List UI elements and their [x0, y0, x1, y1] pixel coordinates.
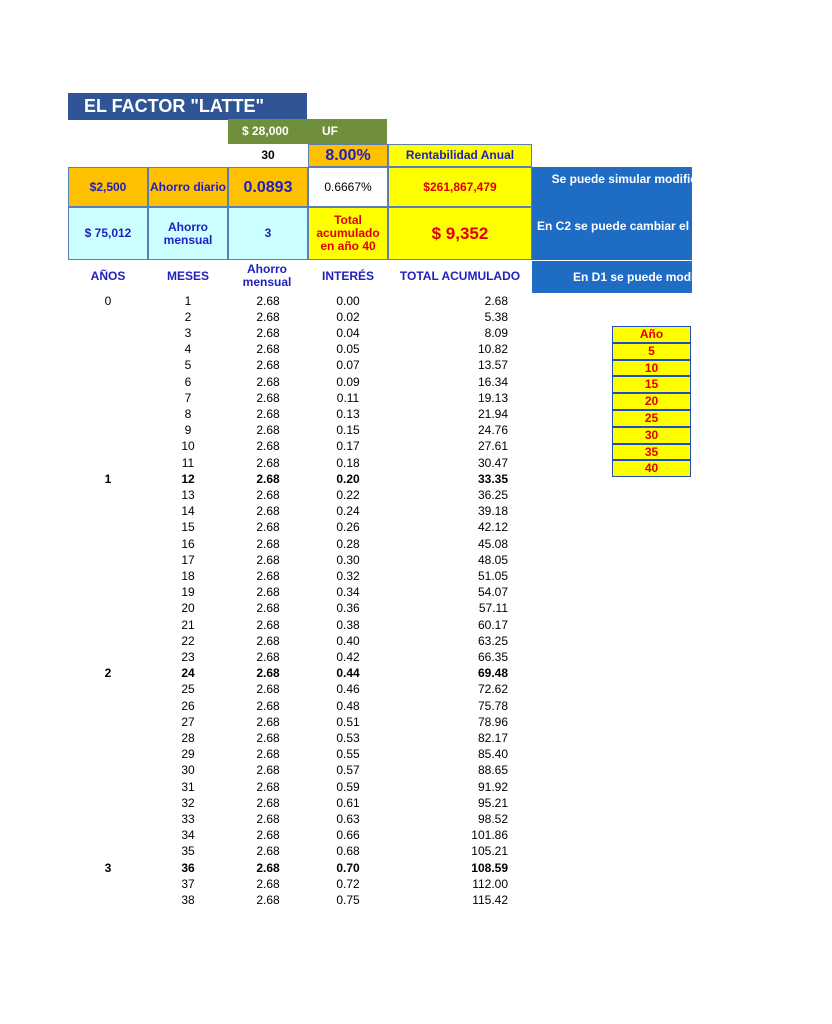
col-header-interest: INTERÉS: [321, 269, 374, 283]
monthly-savings-cell: 2.68: [256, 309, 280, 324]
table-row: [68, 552, 532, 568]
month-cell: 8: [184, 406, 192, 421]
interest-cell: 0.42: [336, 649, 360, 664]
interest-cell: 0.53: [336, 730, 360, 745]
total-cell: 108.59: [471, 860, 508, 875]
monthly-savings-cell: 2.68: [256, 520, 280, 535]
table-row: [68, 293, 532, 309]
total-cell: 105.21: [471, 844, 508, 859]
year-cell: 2: [104, 666, 112, 681]
interest-cell: 0.28: [336, 536, 360, 551]
monthly-savings-cell: 2.68: [256, 374, 280, 389]
month-cell: 20: [181, 601, 195, 616]
monthly-savings-cell: 2.68: [256, 568, 280, 583]
monthly-savings-cell: 2.68: [256, 552, 280, 567]
month-cell: 4: [184, 342, 192, 357]
year-list-item[interactable]: 40: [612, 460, 691, 477]
year-list-item[interactable]: 30: [612, 427, 691, 444]
year-cell: 1: [104, 471, 112, 486]
month-cell: 17: [181, 552, 195, 567]
year-list-item[interactable]: 35: [612, 444, 691, 461]
month-cell: 18: [181, 568, 195, 583]
total-cell: 60.17: [477, 617, 508, 632]
table-row: [68, 455, 532, 471]
monthly-savings-cell: 2.68: [256, 455, 280, 470]
total-cell: 91.92: [477, 779, 508, 794]
total-cell: 82.17: [477, 730, 508, 745]
note-box-1: [532, 167, 813, 207]
interest-cell: 0.46: [336, 682, 360, 697]
monthly-savings-cell: 2.68: [256, 860, 280, 875]
month-cell: 28: [181, 730, 195, 745]
table-row: [68, 876, 532, 892]
total-cell: 88.65: [477, 763, 508, 778]
table-row: [68, 681, 532, 697]
monthly-savings-cell: 2.68: [256, 876, 280, 891]
table-row: [68, 649, 532, 665]
monthly-savings-cell: 2.68: [256, 682, 280, 697]
year-list-item[interactable]: 15: [612, 376, 691, 393]
daily-total-value: $261,867,479: [388, 167, 532, 207]
interest-cell: 0.57: [336, 763, 360, 778]
total-cell: 48.05: [477, 552, 508, 567]
month-cell: 2: [184, 309, 192, 324]
monthly-savings-cell: 2.68: [256, 779, 280, 794]
table-row: [68, 665, 532, 681]
col-header-total: TOTAL ACUMULADO: [399, 269, 521, 283]
month-cell: 1: [184, 293, 192, 308]
table-row: [68, 762, 532, 778]
interest-cell: 0.36: [336, 601, 360, 616]
table-row: [68, 827, 532, 843]
uf-value: $ 28,000: [242, 124, 289, 138]
monthly-savings-cell: 2.68: [256, 649, 280, 664]
interest-cell: 0.38: [336, 617, 360, 632]
daily-savings-label: Ahorro diario: [148, 167, 228, 207]
monthly-savings-cell: 2.68: [256, 358, 280, 373]
total-cell: 10.82: [477, 342, 508, 357]
month-cell: 3: [184, 325, 192, 340]
daily-savings-amount[interactable]: $2,500: [68, 167, 148, 207]
total-cell: 45.08: [477, 536, 508, 551]
year-list-header: Año: [612, 326, 691, 343]
monthly-savings-cell: 2.68: [256, 487, 280, 502]
year-cell: 0: [104, 293, 112, 308]
month-cell: 25: [181, 682, 195, 697]
monthly-savings-cell: 2.68: [256, 633, 280, 648]
table-row: [68, 309, 532, 325]
table-row: [68, 357, 532, 373]
interest-cell: 0.13: [336, 406, 360, 421]
monthly-savings-cell: 2.68: [256, 471, 280, 486]
month-cell: 36: [181, 860, 195, 875]
month-cell: 19: [181, 585, 195, 600]
total-cell: 57.11: [478, 601, 508, 616]
month-cell: 5: [184, 358, 192, 373]
monthly-savings-cell: 2.68: [256, 585, 280, 600]
total-cell: 115.42: [472, 892, 508, 907]
total-cell: 8.09: [484, 325, 508, 340]
uf-label: UF: [322, 124, 338, 138]
month-cell: 21: [181, 617, 195, 632]
month-cell: 10: [181, 439, 195, 454]
note-text-2: En C2 se puede cambiar el: [537, 219, 690, 233]
table-row: [68, 795, 532, 811]
total-cell: 5.38: [484, 309, 508, 324]
total-cell: 33.35: [477, 471, 508, 486]
total-cell: 42.12: [477, 520, 508, 535]
month-cell: 38: [181, 892, 195, 907]
monthly-savings-cell: 2.68: [256, 666, 280, 681]
month-cell: 9: [184, 423, 192, 438]
table-row: [68, 779, 532, 795]
monthly-savings-cell: 2.68: [256, 828, 280, 843]
interest-cell: 0.32: [336, 568, 360, 583]
interest-cell: 0.59: [336, 779, 360, 794]
total-cell: 95.21: [477, 795, 508, 810]
month-cell: 13: [181, 487, 195, 502]
interest-cell: 0.02: [336, 309, 360, 324]
interest-cell: 0.07: [336, 358, 360, 373]
table-row: [68, 519, 532, 535]
total-cell: 75.78: [477, 698, 508, 713]
monthly-savings-cell: 2.68: [256, 892, 280, 907]
table-row: [68, 617, 532, 633]
month-cell: 34: [181, 828, 195, 843]
col-header-months: MESES: [166, 269, 209, 283]
total-cell: 27.61: [477, 439, 508, 454]
total-cell: 30.47: [477, 455, 508, 470]
monthly-savings-cell: 2.68: [256, 747, 280, 762]
monthly-savings-cell: 2.68: [256, 795, 280, 810]
interest-cell: 0.34: [336, 585, 360, 600]
interest-cell: 0.18: [336, 455, 360, 470]
years-input-cell[interactable]: 30: [261, 148, 275, 162]
interest-cell: 0.44: [336, 666, 360, 681]
interest-cell: 0.63: [336, 811, 360, 826]
interest-cell: 0.15: [336, 423, 360, 438]
col-header-years: AÑOS: [90, 269, 126, 283]
month-cell: 31: [181, 779, 195, 794]
total-cell: 101.86: [471, 828, 508, 843]
interest-cell: 0.40: [336, 633, 360, 648]
daily-uf-value: 0.0893: [228, 167, 308, 207]
annual-rate-label: Rentabilidad Anual: [388, 144, 532, 167]
month-cell: 14: [181, 504, 195, 519]
interest-cell: 0.09: [336, 374, 360, 389]
month-cell: 16: [181, 536, 195, 551]
monthly-savings-cell: 2.68: [256, 698, 280, 713]
interest-cell: 0.70: [336, 860, 360, 875]
annual-rate-cell[interactable]: 8.00%: [308, 144, 388, 167]
note-text-3: En D1 se puede modificar: [573, 270, 720, 284]
month-cell: 6: [184, 374, 192, 389]
monthly-savings-cell: 2.68: [256, 763, 280, 778]
total-accumulated-year-40: $ 9,352: [388, 207, 532, 260]
month-cell: 23: [181, 649, 195, 664]
month-cell: 37: [181, 876, 195, 891]
total-cell: 39.18: [477, 504, 508, 519]
year-cell: 3: [104, 860, 112, 875]
monthly-savings-cell: 2.68: [256, 617, 280, 632]
table-row: [68, 568, 532, 584]
table-row: [68, 422, 532, 438]
table-row: [68, 633, 532, 649]
monthly-savings-label: Ahorro mensual: [148, 207, 228, 260]
table-row: [68, 503, 532, 519]
interest-cell: 0.17: [336, 439, 360, 454]
table-row: [68, 698, 532, 714]
interest-cell: 0.11: [336, 390, 360, 405]
table-row: [68, 811, 532, 827]
year-list-item[interactable]: 5: [612, 343, 691, 360]
monthly-savings-cell: 2.68: [256, 714, 280, 729]
total-cell: 98.52: [477, 811, 508, 826]
month-cell: 29: [181, 747, 195, 762]
month-cell: 33: [181, 811, 195, 826]
interest-cell: 0.20: [336, 471, 360, 486]
table-row: [68, 843, 532, 859]
table-row: [68, 860, 532, 876]
interest-cell: 0.61: [336, 795, 360, 810]
total-cell: 19.13: [477, 390, 508, 405]
monthly-savings-cell: 2.68: [256, 390, 280, 405]
total-label-year-40: Total acumulado en año 40: [308, 207, 388, 260]
monthly-savings-amount: $ 75,012: [68, 207, 148, 260]
interest-cell: 0.22: [336, 487, 360, 502]
interest-cell: 0.26: [336, 520, 360, 535]
monthly-savings-cell: 2.68: [256, 293, 280, 308]
interest-cell: 0.24: [336, 504, 360, 519]
total-cell: 21.94: [477, 406, 508, 421]
monthly-savings-cell: 2.68: [256, 439, 280, 454]
total-cell: 112.00: [472, 876, 508, 891]
year-list-item[interactable]: 25: [612, 410, 691, 427]
interest-cell: 0.51: [336, 714, 360, 729]
monthly-savings-cell: 2.68: [256, 844, 280, 859]
note-box-3: [532, 260, 720, 293]
table-row: [68, 374, 532, 390]
month-cell: 27: [181, 714, 195, 729]
month-cell: 35: [181, 844, 195, 859]
interest-cell: 0.66: [336, 828, 360, 843]
interest-cell: 0.04: [336, 325, 360, 340]
table-row: [68, 406, 532, 422]
total-cell: 54.07: [477, 585, 508, 600]
month-cell: 11: [181, 455, 195, 470]
total-cell: 72.62: [477, 682, 508, 697]
year-list-item[interactable]: 20: [612, 393, 691, 410]
total-cell: 69.48: [477, 666, 508, 681]
interest-cell: 0.00: [336, 293, 360, 308]
interest-cell: 0.68: [336, 844, 360, 859]
total-cell: 13.57: [477, 358, 508, 373]
table-row: [68, 730, 532, 746]
table-row: [68, 487, 532, 503]
sheet-title: EL FACTOR "LATTE": [68, 93, 307, 120]
total-cell: 24.76: [477, 423, 508, 438]
table-row: [68, 892, 532, 908]
table-row: [68, 438, 532, 454]
table-row: [68, 714, 532, 730]
total-cell: 78.96: [477, 714, 508, 729]
table-row: [68, 584, 532, 600]
table-row: [68, 341, 532, 357]
monthly-savings-cell: 2.68: [256, 536, 280, 551]
monthly-savings-cell: 2.68: [256, 325, 280, 340]
monthly-savings-cell: 2.68: [256, 423, 280, 438]
interest-cell: 0.48: [336, 698, 360, 713]
col-header-monthly-savings: Ahorro mensual: [242, 262, 292, 289]
month-cell: 26: [181, 698, 195, 713]
monthly-rate-value: 0.6667%: [308, 167, 388, 207]
note-box-2: [532, 207, 692, 260]
interest-cell: 0.72: [336, 876, 360, 891]
interest-cell: 0.75: [336, 892, 360, 907]
total-cell: 63.25: [477, 633, 508, 648]
total-cell: 51.05: [477, 568, 508, 583]
monthly-savings-cell: 2.68: [256, 811, 280, 826]
table-row: [68, 471, 532, 487]
month-cell: 22: [181, 633, 195, 648]
total-cell: 85.40: [477, 747, 508, 762]
table-row: [68, 746, 532, 762]
year-list-item[interactable]: 10: [612, 360, 691, 377]
table-row: [68, 600, 532, 616]
month-cell: 15: [181, 520, 195, 535]
monthly-savings-cell: 2.68: [256, 504, 280, 519]
table-row: [68, 390, 532, 406]
interest-cell: 0.55: [336, 747, 360, 762]
month-cell: 7: [184, 390, 192, 405]
month-cell: 24: [181, 666, 195, 681]
month-cell: 30: [181, 763, 195, 778]
monthly-savings-value: 3: [228, 207, 308, 260]
note-text-1: Se puede simular modificando "Rentabilidad": [551, 172, 813, 186]
month-cell: 12: [181, 471, 195, 486]
interest-cell: 0.05: [336, 342, 360, 357]
table-row: [68, 325, 532, 341]
monthly-savings-cell: 2.68: [256, 730, 280, 745]
total-cell: 66.35: [477, 649, 508, 664]
monthly-savings-cell: 2.68: [256, 342, 280, 357]
total-cell: 16.34: [477, 374, 508, 389]
interest-cell: 0.30: [336, 552, 360, 567]
monthly-savings-cell: 2.68: [256, 406, 280, 421]
uf-cell[interactable]: [228, 119, 387, 144]
month-cell: 32: [181, 795, 195, 810]
total-cell: 2.68: [484, 293, 508, 308]
monthly-savings-cell: 2.68: [256, 601, 280, 616]
table-row: [68, 536, 532, 552]
total-cell: 36.25: [477, 487, 508, 502]
